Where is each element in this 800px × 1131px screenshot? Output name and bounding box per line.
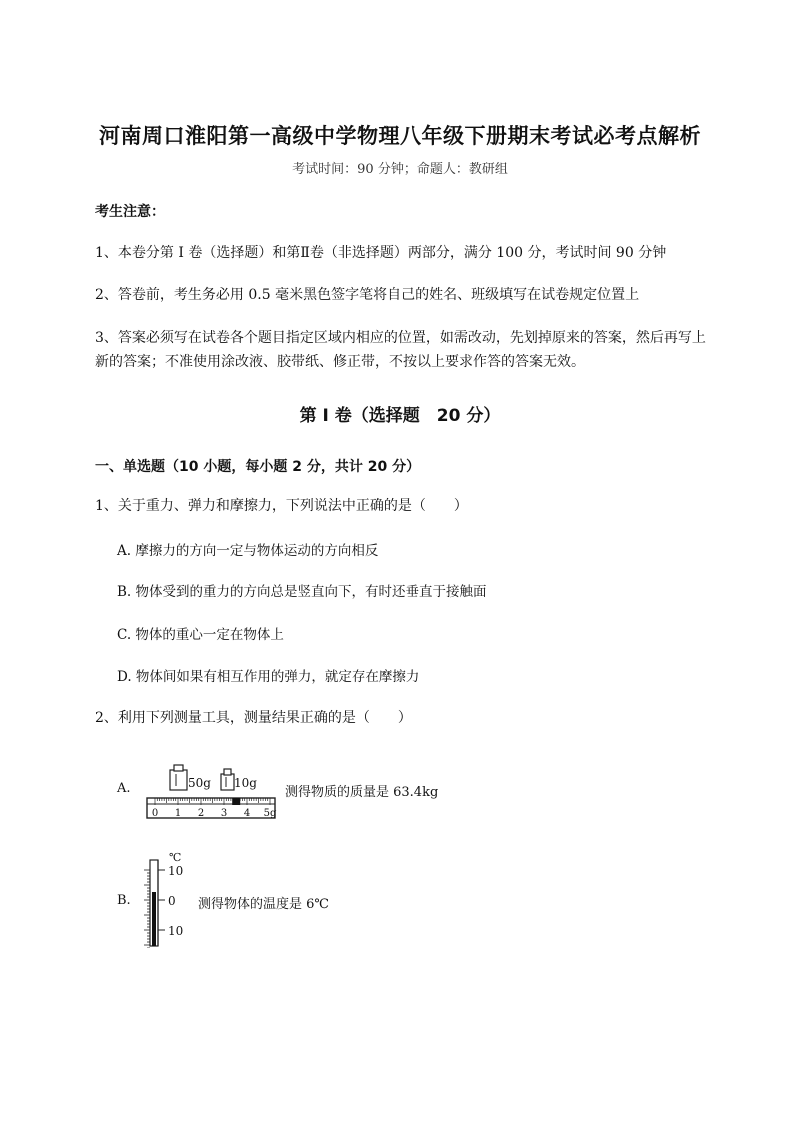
weight-50g-icon bbox=[170, 765, 211, 790]
notice-item: 2、答卷前，考生务必用 0.5 毫米黑色签字笔将自己的姓名、班级填写在试卷规定位置上 bbox=[95, 287, 640, 303]
option-d: D. 物体间如果有相互作用的弹力，就定存在摩擦力 bbox=[117, 669, 420, 685]
exam-info: 考试时间：90 分钟；命题人：教研组 bbox=[292, 162, 508, 177]
option-a-letter: A. bbox=[117, 781, 131, 796]
section-title: 第 I 卷（选择题 20 分） bbox=[299, 406, 501, 426]
weight-label: 50g bbox=[188, 776, 211, 790]
part-heading: 一、单选题（10 小题，每小题 2 分，共计 20 分） bbox=[95, 459, 421, 475]
notice-item: 1、本卷分第 I 卷（选择题）和第Ⅱ卷（非选择题）两部分，满分 100 分，考试时间 90 分钟 bbox=[95, 245, 667, 261]
scale-tick-label: 2 bbox=[197, 808, 205, 819]
page-title: 河南周口淮阳第一高级中学物理八年级下册期末考试必考点解析 bbox=[99, 124, 701, 148]
option-b-text: 测得物体的温度是 6℃ bbox=[198, 897, 329, 912]
scale-tick-label: 3 bbox=[220, 808, 228, 819]
weight-label: 10g bbox=[234, 776, 257, 790]
option-b: B. 物体受到的重力的方向总是竖直向下，有时还垂直于接触面 bbox=[117, 584, 487, 600]
scale-rider bbox=[232, 798, 240, 805]
scale-tick-label: 1 bbox=[174, 808, 182, 819]
scale-tick-label: 0 bbox=[151, 808, 159, 819]
balance-scale-figure bbox=[145, 760, 280, 826]
question-stem: 1、关于重力、弹力和摩擦力，下列说法中正确的是（ ） bbox=[95, 498, 468, 514]
thermometer-tick-label: 0 bbox=[168, 894, 176, 908]
option-c: C. 物体的重心一定在物体上 bbox=[117, 627, 284, 643]
notice-heading: 考生注意： bbox=[95, 204, 165, 220]
question-stem: 2、利用下列测量工具，测量结果正确的是（ ） bbox=[95, 710, 412, 726]
thermometer-figure bbox=[140, 848, 195, 952]
mercury-column bbox=[152, 892, 156, 946]
scale-tick-label: 5g bbox=[263, 808, 277, 819]
option-b-letter: B. bbox=[117, 893, 131, 908]
thermometer-tick-label: 10 bbox=[168, 924, 184, 938]
scale-tick-label: 4 bbox=[243, 808, 251, 819]
weight-10g-icon bbox=[221, 769, 257, 790]
thermometer-tick-label: 10 bbox=[168, 864, 184, 878]
option-a: A. 摩擦力的方向一定与物体运动的方向相反 bbox=[117, 543, 379, 559]
option-a-text: 测得物质的质量是 63.4kg bbox=[285, 785, 439, 800]
thermometer-unit: ℃ bbox=[169, 851, 182, 864]
notice-item: 3、答案必须写在试卷各个题目指定区域内相应的位置，如需改动，先划掉原来的答案，然后再写上新的答案；不准使用涂改液、胶带纸、修正带，不按以上要求作答的答案无效。 bbox=[95, 330, 706, 370]
